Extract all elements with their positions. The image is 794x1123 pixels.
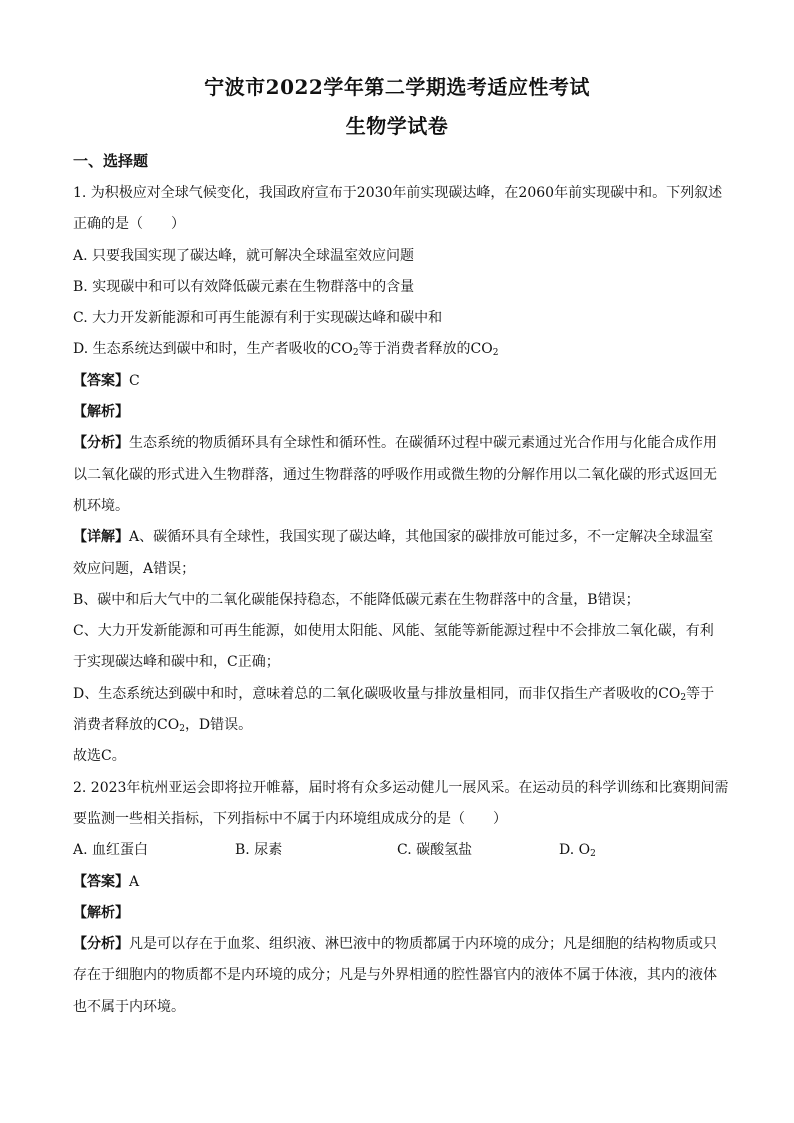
q1-xiangjie: D、生态系统达到碳中和时，意味着总的二氧化碳吸收量与排放量相同，而非仅指生产者吸收的$CO_2$等于 [73, 685, 715, 703]
q1-option-b: B. 实现碳中和可以有效降低碳元素在生物群落中的含量 [73, 278, 415, 295]
q1-fenxi: 【分析】生态系统的物质循环具有全球性和循环性。在碳循环过程中碳元素通过光合作用与化能合成作用 [73, 435, 717, 452]
q2-answer: 【答案】A [73, 873, 140, 890]
q1-xiangjie: 效应问题，A错误； [73, 560, 196, 577]
exam-title: 宁波市2022学年第二学期选考适应性考试 [204, 75, 590, 99]
q2-option-b: B. 尿素 [235, 842, 283, 859]
question-content [73, 178, 729, 1023]
exam-subtitle: 生物学试卷 [345, 114, 449, 138]
q1-xiangjie: B、碳中和后大气中的二氧化碳能保持稳态，不能降低碳元素在生物群落中的含量，B错误； [73, 591, 640, 608]
q1-stem: 正确的是（ ） [73, 216, 185, 233]
section-heading: 一、选择题 [73, 152, 149, 170]
q2-fenxi: 存在于细胞内的物质都不是内环境的成分；凡是与外界相通的腔性器官内的液体不属于体液，其内的液体 [73, 967, 717, 984]
q2-analysis-tag: 【解析】 [73, 904, 129, 921]
q1-xiangjie: 【详解】A、碳循环具有全球性，我国实现了碳达峰，其他国家的碳排放可能过多，不一定解决全球温室 [73, 529, 714, 546]
q1-option-a: A. 只要我国实现了碳达峰，就可解决全球温室效应问题 [73, 247, 415, 264]
q1-option-d: D. 生态系统达到碳中和时，生产者吸收的$CO_2$等于消费者释放的$CO_2$ [73, 341, 499, 359]
q1-fenxi: 机环境。 [73, 497, 129, 514]
q2-stem: 2. 2023年杭州亚运会即将拉开帷幕，届时将有众多运动健儿一展风采。在运动员的科学训练和比赛期间需 [73, 779, 729, 796]
q1-choose: 故选C。 [73, 748, 126, 765]
q1-analysis-tag: 【解析】 [73, 404, 129, 421]
q2-fenxi: 【分析】凡是可以存在于血浆、组织液、淋巴液中的物质都属于内环境的成分；凡是细胞的结构物质或只 [73, 936, 717, 953]
q1-option-c: C. 大力开发新能源和可再生能源有利于实现碳达峰和碳中和 [73, 310, 443, 327]
q2-options [73, 835, 723, 866]
q1-xiangjie: 消费者释放的$CO_2$，D错误。 [73, 717, 253, 735]
q1-xiangjie: C、大力开发新能源和可再生能源，如使用太阳能、风能、氢能等新能源过程中不会排放二氧化碳，有利 [73, 623, 714, 640]
q2-option-d: D. $O_2$ [559, 842, 596, 860]
q1-fenxi: 以二氧化碳的形式进入生物群落，通过生物群落的呼吸作用或微生物的分解作用以二氧化碳的形式返回无 [73, 466, 717, 483]
q2-option-c: C. 碳酸氢盐 [397, 842, 473, 859]
q1-stem: 1. 为积极应对全球气候变化，我国政府宣布于2030年前实现碳达峰，在2060年前实现碳中和。下列叙述 [73, 185, 723, 201]
q1-answer: 【答案】C [73, 372, 140, 389]
q2-stem: 要监测一些相关指标，下列指标中不属于内环境组成成分的是（ ） [73, 810, 507, 827]
q2-option-a: A. 血红蛋白 [73, 842, 149, 859]
q1-xiangjie: 于实现碳达峰和碳中和，C正确； [73, 654, 280, 671]
q2-fenxi: 也不属于内环境。 [73, 998, 185, 1015]
